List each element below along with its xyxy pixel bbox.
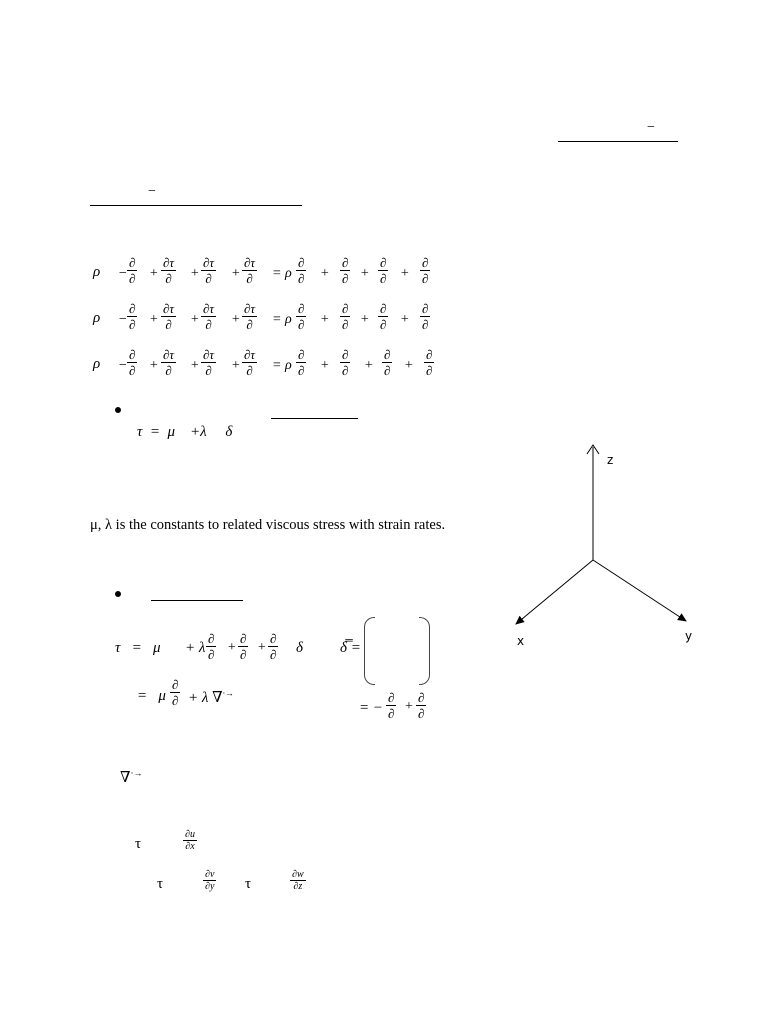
row2-frac-3 <box>201 301 216 332</box>
row2-frac-2 <box>161 301 176 332</box>
row3-plus-2: + <box>190 358 200 373</box>
row1-frac-4-den: ∂ <box>246 271 253 286</box>
row2-minus: − <box>118 312 128 327</box>
row3-frac-7-den: ∂ <box>384 363 391 378</box>
row3-frac-6-den: ∂ <box>342 363 349 378</box>
row1-plus-2: + <box>190 266 200 281</box>
row1-frac-6-den: ∂ <box>342 271 349 286</box>
coordinate-axes-diagram <box>500 440 710 660</box>
row1-rho: ρ <box>93 264 101 280</box>
row3-plus-3: + <box>231 358 241 373</box>
row2-frac-5-num: ∂ <box>298 301 305 316</box>
row3-minus: − <box>118 358 128 373</box>
row1-frac-1-num: ∂ <box>129 255 136 270</box>
row1-frac-7-den: ∂ <box>380 271 387 286</box>
row3-frac-6 <box>340 347 350 378</box>
row1-frac-3 <box>201 255 216 286</box>
underline-top-right <box>558 141 678 142</box>
row2-rho: ρ <box>93 310 101 326</box>
fraction-partial-2: ∂ ∂ <box>388 690 395 721</box>
row2-equals-rho: = ρ <box>272 312 292 327</box>
row3-frac-5 <box>296 347 306 378</box>
row1-frac-3-den: ∂ <box>205 271 212 286</box>
row1-minus: − <box>118 266 128 281</box>
row2-plus-1: + <box>149 312 159 327</box>
row3-frac-1-den: ∂ <box>129 363 136 378</box>
row3-frac-2 <box>161 347 176 378</box>
stress-frac-3-num: ∂ <box>270 631 277 646</box>
row2-frac-3-den: ∂ <box>205 317 212 332</box>
fraction-partial-1: ∂ ∂ <box>172 677 179 708</box>
row1-frac-4-num: ∂τ <box>244 255 256 270</box>
row3-frac-2-num: ∂τ <box>163 347 175 362</box>
row1-plus-4: + <box>320 266 330 281</box>
row2-plus-4: + <box>320 312 330 327</box>
stress-expression-line-2: = μ <box>137 688 166 704</box>
row3-frac-7 <box>382 347 392 378</box>
row2-frac-8-num: ∂ <box>422 301 429 316</box>
y-axis-label: y <box>685 629 693 643</box>
row3-rho: ρ <box>93 356 101 372</box>
row2-frac-6 <box>340 301 350 332</box>
row2-frac-3-num: ∂τ <box>203 301 215 316</box>
row2-frac-5 <box>296 301 306 332</box>
stress-expression-line-1: τ = μ <box>115 640 161 656</box>
row2-plus-5: + <box>360 312 370 327</box>
matrix-left-bracket <box>364 617 375 685</box>
row2-frac-7-num: ∂ <box>380 301 387 316</box>
row1-frac-2-den: ∂ <box>165 271 172 286</box>
row3-frac-5-den: ∂ <box>298 363 305 378</box>
tau-xx: τ <box>135 836 142 852</box>
row1-frac-2-num: ∂τ <box>163 255 175 270</box>
row3-frac-1-num: ∂ <box>129 347 136 362</box>
row1-plus-1: + <box>149 266 159 281</box>
row2-frac-6-num: ∂ <box>342 301 349 316</box>
stress-frac-1-den: ∂ <box>208 647 215 662</box>
row3-frac-1 <box>127 347 137 378</box>
row1-frac-6-num: ∂ <box>342 255 349 270</box>
stress-plus-1: + <box>227 640 237 655</box>
fraction-dv-dy: ∂v ∂y <box>205 869 215 892</box>
row2-plus-6: + <box>400 312 410 327</box>
stress-relation: τ = μ +λ δ <box>137 424 233 440</box>
row1-frac-8-den: ∂ <box>422 271 429 286</box>
stress-frac-2 <box>238 631 248 662</box>
row2-frac-4 <box>242 301 257 332</box>
row2-frac-2-num: ∂τ <box>163 301 175 316</box>
row1-equals-rho: = ρ <box>272 266 292 281</box>
row1-frac-6 <box>340 255 350 286</box>
row3-frac-7-num: ∂ <box>384 347 391 362</box>
z-axis-label: z <box>607 453 614 467</box>
row2-plus-3: + <box>231 312 241 327</box>
row2-frac-6-den: ∂ <box>342 317 349 332</box>
tau-zz: τ <box>245 876 252 892</box>
x-axis-label: x <box>517 634 525 648</box>
row1-frac-4 <box>242 255 257 286</box>
plus-lambda: + λ <box>185 640 206 656</box>
row2-frac-1-den: ∂ <box>129 317 136 332</box>
underline-left <box>90 205 302 206</box>
row3-plus-6: + <box>404 358 414 373</box>
row3-frac-5-num: ∂ <box>298 347 305 362</box>
row3-frac-4 <box>242 347 257 378</box>
row3-frac-6-num: ∂ <box>342 347 349 362</box>
row1-frac-2 <box>161 255 176 286</box>
row2-frac-7-den: ∂ <box>380 317 387 332</box>
bullet-2 <box>115 591 121 597</box>
row3-frac-4-den: ∂ <box>246 363 253 378</box>
row1-frac-7 <box>378 255 388 286</box>
row2-frac-4-den: ∂ <box>246 317 253 332</box>
row3-frac-2-den: ∂ <box>165 363 172 378</box>
row3-frac-3-num: ∂τ <box>203 347 215 362</box>
row2-frac-8 <box>420 301 430 332</box>
stress-frac-1-num: ∂ <box>208 631 215 646</box>
row1-plus-6: + <box>400 266 410 281</box>
row3-frac-4-num: ∂τ <box>244 347 256 362</box>
row2-frac-7 <box>378 301 388 332</box>
row3-plus-4: + <box>320 358 330 373</box>
overbar-mark-left: − <box>148 184 156 199</box>
row2-frac-1 <box>127 301 137 332</box>
row1-plus-5: + <box>360 266 370 281</box>
underline-bullet-2 <box>151 600 243 601</box>
row3-frac-3-den: ∂ <box>205 363 212 378</box>
underline-bullet-1 <box>271 418 358 419</box>
row1-frac-5-num: ∂ <box>298 255 305 270</box>
stress-frac-3 <box>268 631 278 662</box>
row1-plus-3: + <box>231 266 241 281</box>
row2-plus-2: + <box>190 312 200 327</box>
row1-frac-5 <box>296 255 306 286</box>
stress-frac-1 <box>206 631 216 662</box>
y-axis <box>593 560 686 621</box>
row3-plus-5: + <box>364 358 374 373</box>
x-axis <box>516 560 593 624</box>
row3-plus-1: + <box>149 358 159 373</box>
overbar-mark-top-right: − <box>647 120 655 135</box>
row2-frac-2-den: ∂ <box>165 317 172 332</box>
row3-frac-3 <box>201 347 216 378</box>
stress-frac-2-num: ∂ <box>240 631 247 646</box>
row1-frac-3-num: ∂τ <box>203 255 215 270</box>
row3-frac-8-num: ∂ <box>426 347 433 362</box>
row2-frac-8-den: ∂ <box>422 317 429 332</box>
stress-plus-2: + <box>257 640 267 655</box>
plus-op: + <box>405 699 413 714</box>
delta-tensor-label: δ̿ = <box>340 640 361 656</box>
bullet-1 <box>115 407 121 413</box>
row2-frac-1-num: ∂ <box>129 301 136 316</box>
row2-frac-5-den: ∂ <box>298 317 305 332</box>
fraction-du-dx: ∂u ∂x <box>185 829 195 852</box>
minus-equals: = − <box>359 700 383 716</box>
row1-frac-5-den: ∂ <box>298 271 305 286</box>
row3-equals-rho: = ρ <box>272 358 292 373</box>
constants-sentence: μ, λ is the constants to related viscous stress with strain rates. <box>90 517 446 533</box>
plus-lambda-nabla: + λ ∇·→ <box>188 688 234 706</box>
row3-frac-8 <box>424 347 434 378</box>
stress-frac-3-den: ∂ <box>270 647 277 662</box>
tau-yy: τ <box>157 876 164 892</box>
row1-frac-8 <box>420 255 430 286</box>
row3-frac-8-den: ∂ <box>426 363 433 378</box>
fraction-dw-dz: ∂w ∂z <box>292 869 304 892</box>
row1-frac-1-den: ∂ <box>129 271 136 286</box>
stress-frac-2-den: ∂ <box>240 647 247 662</box>
nabla-term: ∇·→ <box>120 768 143 786</box>
row1-frac-7-num: ∂ <box>380 255 387 270</box>
fraction-partial-3: ∂ ∂ <box>418 690 425 721</box>
row1-frac-1 <box>127 255 137 286</box>
delta-symbol: δ <box>296 640 303 656</box>
row1-frac-8-num: ∂ <box>422 255 429 270</box>
matrix-right-bracket <box>419 617 430 685</box>
row2-frac-4-num: ∂τ <box>244 301 256 316</box>
